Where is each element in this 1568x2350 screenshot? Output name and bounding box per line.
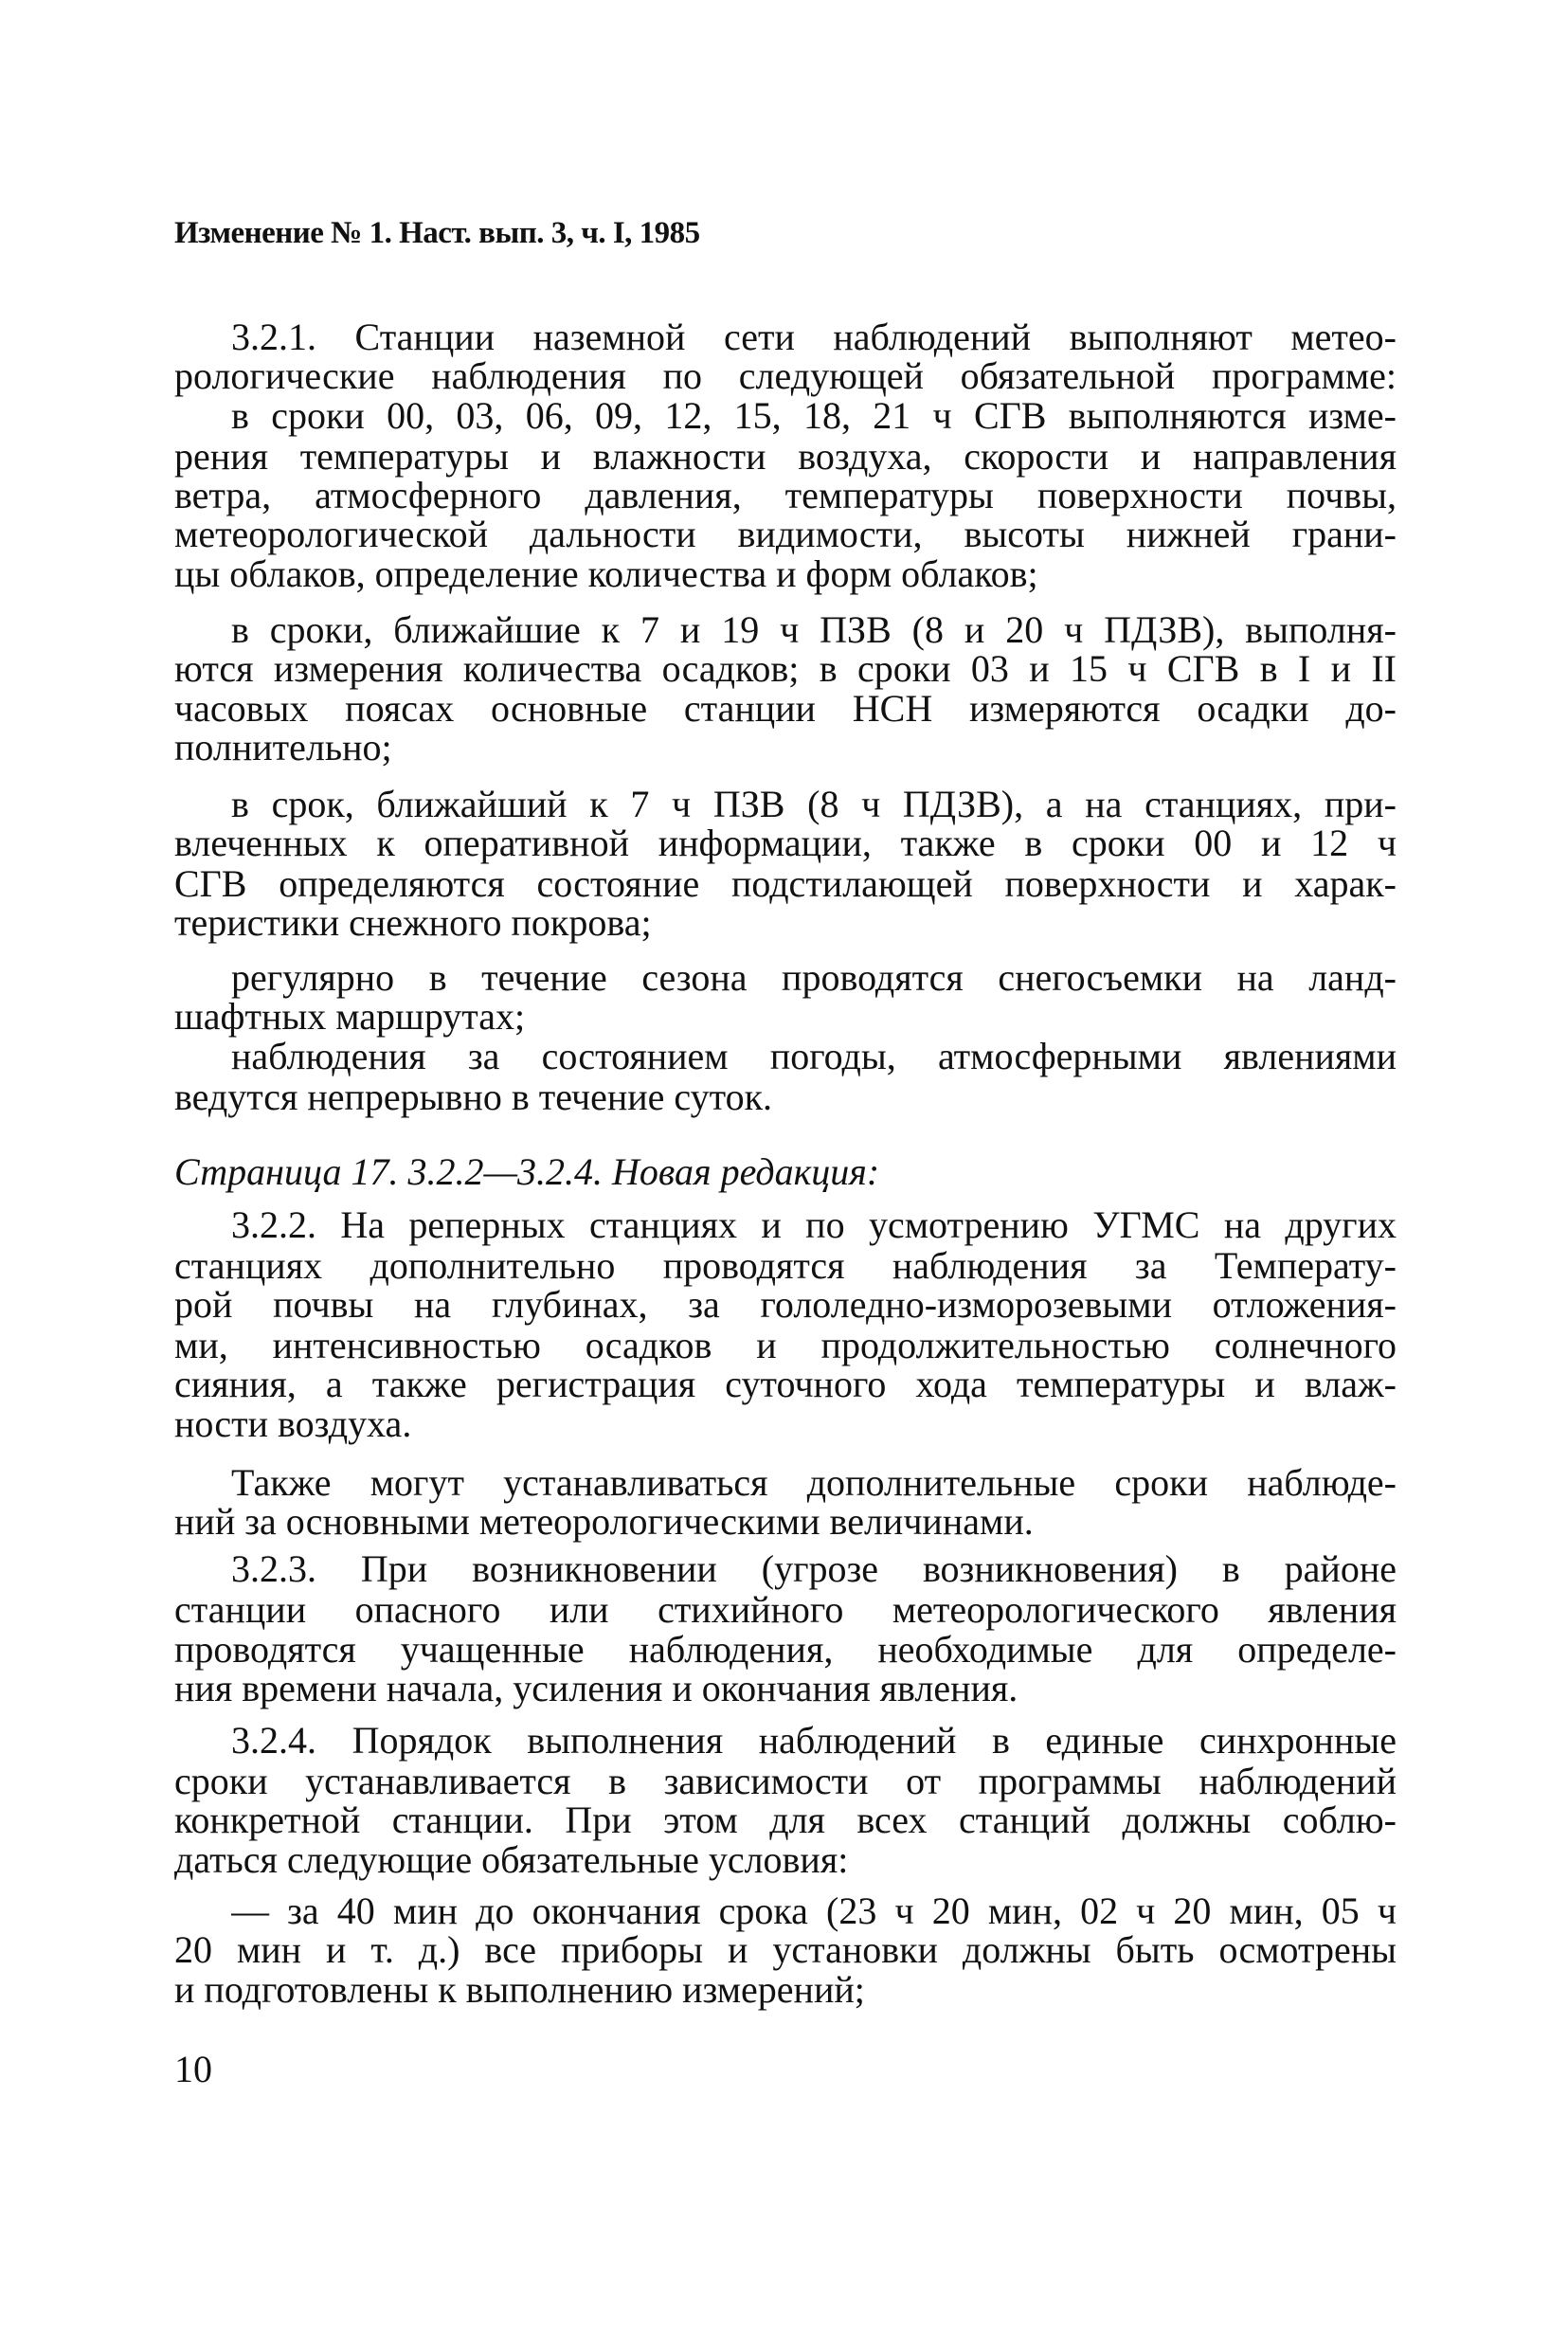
text-line: ности воздуха.	[174, 1402, 412, 1445]
text-line: конкретной станции. При этом для всех станций должны соблю-	[174, 1799, 1397, 1841]
text-line: сияния, а также регистрация суточного хода температуры и влаж-	[174, 1364, 1397, 1405]
text-line: и подготовлены к выполнению измерений;	[174, 1968, 865, 2011]
text-line: рения температуры и влажности воздуха, скорости и направления	[174, 436, 1397, 478]
text-line: ми, интенсивностью осадков и продолжительностью солнечного	[174, 1325, 1397, 1366]
text-line: цы облаков, определение количества и форм облаков;	[174, 552, 1038, 595]
document-header: Изменение № 1. Наст. вып. 3, ч. I, 1985	[174, 216, 700, 250]
text-line: влеченных к оперативной информации, также в сроки 00 и 12 ч	[174, 822, 1397, 864]
text-line: станции опасного или стихийного метеорологического явления	[174, 1589, 1397, 1631]
text-line: метеорологической дальности видимости, высоты нижней грани-	[174, 514, 1397, 555]
text-line: станциях дополнительно проводятся наблюдения за Температу-	[174, 1245, 1397, 1287]
text-line: ний за основными метеорологическими величинами.	[174, 1500, 1034, 1543]
text-line: теристики снежного покрова;	[174, 901, 652, 944]
text-line: Также могут устанавливаться дополнительные сроки наблюде-	[231, 1462, 1397, 1504]
text-line: сроки устанавливается в зависимости от программы наблюдений	[174, 1761, 1397, 1802]
text-line: ния времени начала, усиления и окончания явления.	[174, 1667, 1018, 1709]
text-line: полнительно;	[174, 726, 392, 768]
text-line: 3.2.2. На реперных станциях и по усмотрению УГМС на других	[231, 1204, 1397, 1246]
text-line: — за 40 мин до окончания срока (23 ч 20 мин, 02 ч 20 мин, 05 ч	[231, 1890, 1397, 1932]
text-line: 20 мин и т. д.) все приборы и установки должны быть осмотрены	[174, 1929, 1397, 1971]
text-line: ветра, атмосферного давления, температуры поверхности почвы,	[174, 475, 1397, 516]
text-line: в сроки, ближайшие к 7 и 19 ч ПЗВ (8 и 20 ч ПДЗВ), выполня-	[231, 609, 1397, 651]
text-line: ются измерения количества осадков; в сроки 03 и 15 ч СГВ в I и II	[174, 648, 1397, 690]
text-line: СГВ определяются состояние подстилающей поверхности и харак-	[174, 863, 1397, 905]
text-line: проводятся учащенные наблюдения, необходимые для определе-	[174, 1629, 1397, 1671]
text-line: наблюдения за состоянием погоды, атмосферными явлениями	[231, 1036, 1397, 1077]
section-reference-line: Страница 17. 3.2.2—3.2.4. Новая редакция:	[174, 1150, 880, 1193]
text-line: шафтных маршрутах;	[174, 995, 526, 1038]
text-line: часовых поясах основные станции НСН измеряются осадки до-	[174, 688, 1397, 730]
text-line: 3.2.4. Порядок выполнения наблюдений в единые синхронные	[231, 1720, 1397, 1762]
text-line: рологические наблюдения по следующей обязательной программе:	[174, 355, 1397, 397]
text-line: 3.2.1. Станции наземной сети наблюдений выполняют метео-	[231, 316, 1397, 358]
text-line: 3.2.3. При возникновении (угрозе возникновения) в районе	[231, 1548, 1397, 1590]
text-line: даться следующие обязательные условия:	[174, 1838, 849, 1881]
text-line: регулярно в течение сезона проводятся снегосъемки на ланд-	[231, 957, 1397, 999]
text-line: ведутся непрерывно в течение суток.	[174, 1076, 773, 1118]
text-line: рой почвы на глубинах, за гололедно-изморозевыми отложения-	[174, 1284, 1397, 1326]
page-number: 10	[174, 2048, 212, 2090]
text-line: в срок, ближайший к 7 ч ПЗВ (8 ч ПДЗВ), а на станциях, при-	[231, 784, 1397, 825]
text-line: в сроки 00, 03, 06, 09, 12, 15, 18, 21 ч СГВ выполняются изме-	[231, 395, 1397, 437]
